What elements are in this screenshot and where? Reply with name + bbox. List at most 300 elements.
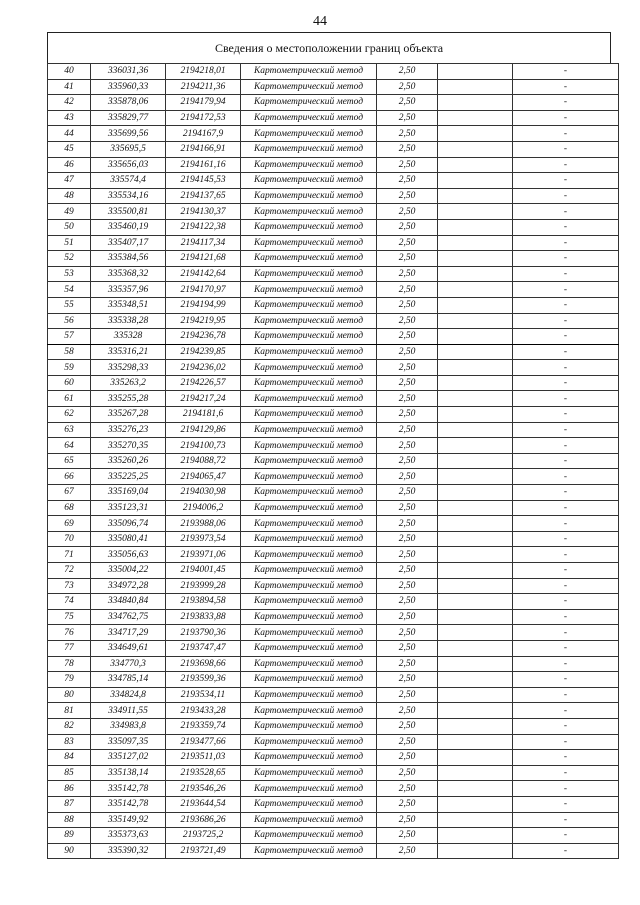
- table-row: [48, 407, 619, 423]
- point-number-cell: 68: [48, 500, 91, 516]
- method-cell: Картометрический метод: [241, 453, 377, 469]
- x-coordinate-cell: 335267,28: [91, 407, 166, 423]
- precision-cell: 2,50: [377, 157, 438, 173]
- method-cell: Картометрический метод: [241, 781, 377, 797]
- y-coordinate-cell: 2194122,38: [166, 219, 241, 235]
- x-coordinate-cell: 335878,06: [91, 95, 166, 111]
- method-cell: Картометрический метод: [241, 765, 377, 781]
- x-coordinate-cell: 335534,16: [91, 188, 166, 204]
- method-cell: Картометрический метод: [241, 95, 377, 111]
- point-number-cell: 86: [48, 781, 91, 797]
- point-number-cell: 76: [48, 625, 91, 641]
- method-cell: Картометрический метод: [241, 188, 377, 204]
- x-coordinate-cell: 335390,32: [91, 843, 166, 859]
- point-number-cell: 90: [48, 843, 91, 859]
- table-row: [48, 64, 619, 80]
- y-coordinate-cell: 2194226,57: [166, 375, 241, 391]
- x-coordinate-cell: 335829,77: [91, 110, 166, 126]
- point-number-cell: 42: [48, 95, 91, 111]
- y-coordinate-cell: 2194170,97: [166, 282, 241, 298]
- table-row: [48, 594, 619, 610]
- point-number-cell: 45: [48, 141, 91, 157]
- table-row: [48, 235, 619, 251]
- x-coordinate-cell: 334717,29: [91, 625, 166, 641]
- precision-cell: 2,50: [377, 796, 438, 812]
- empty-cell: [438, 531, 513, 547]
- point-number-cell: 55: [48, 297, 91, 313]
- empty-cell: [438, 173, 513, 189]
- table-row: [48, 173, 619, 189]
- point-number-cell: 63: [48, 422, 91, 438]
- x-coordinate-cell: 335142,78: [91, 781, 166, 797]
- y-coordinate-cell: 2194006,2: [166, 500, 241, 516]
- y-coordinate-cell: 2193988,06: [166, 516, 241, 532]
- table-body: [48, 64, 619, 859]
- precision-cell: 2,50: [377, 251, 438, 267]
- description-cell: -: [513, 204, 619, 220]
- method-cell: Картометрический метод: [241, 516, 377, 532]
- x-coordinate-cell: 335357,96: [91, 282, 166, 298]
- precision-cell: 2,50: [377, 438, 438, 454]
- table-row: [48, 391, 619, 407]
- point-number-cell: 43: [48, 110, 91, 126]
- table-row: [48, 329, 619, 345]
- precision-cell: 2,50: [377, 126, 438, 142]
- method-cell: Картометрический метод: [241, 126, 377, 142]
- precision-cell: 2,50: [377, 391, 438, 407]
- point-number-cell: 75: [48, 609, 91, 625]
- description-cell: -: [513, 219, 619, 235]
- description-cell: -: [513, 110, 619, 126]
- y-coordinate-cell: 2194211,36: [166, 79, 241, 95]
- y-coordinate-cell: 2194236,02: [166, 360, 241, 376]
- empty-cell: [438, 609, 513, 625]
- precision-cell: 2,50: [377, 266, 438, 282]
- table-row: [48, 781, 619, 797]
- x-coordinate-cell: 335695,5: [91, 141, 166, 157]
- method-cell: Картометрический метод: [241, 594, 377, 610]
- precision-cell: 2,50: [377, 812, 438, 828]
- precision-cell: 2,50: [377, 313, 438, 329]
- description-cell: -: [513, 251, 619, 267]
- point-number-cell: 70: [48, 531, 91, 547]
- point-number-cell: 83: [48, 734, 91, 750]
- empty-cell: [438, 235, 513, 251]
- x-coordinate-cell: 334911,55: [91, 703, 166, 719]
- description-cell: -: [513, 750, 619, 766]
- precision-cell: 2,50: [377, 578, 438, 594]
- x-coordinate-cell: 334649,61: [91, 640, 166, 656]
- y-coordinate-cell: 2193546,26: [166, 781, 241, 797]
- description-cell: -: [513, 95, 619, 111]
- empty-cell: [438, 703, 513, 719]
- description-cell: -: [513, 516, 619, 532]
- table-row: [48, 297, 619, 313]
- table-row: [48, 110, 619, 126]
- y-coordinate-cell: 2194181,6: [166, 407, 241, 423]
- y-coordinate-cell: 2194219,95: [166, 313, 241, 329]
- x-coordinate-cell: 334762,75: [91, 609, 166, 625]
- table-row: [48, 344, 619, 360]
- y-coordinate-cell: 2194100,73: [166, 438, 241, 454]
- table-row: [48, 251, 619, 267]
- empty-cell: [438, 407, 513, 423]
- x-coordinate-cell: 335368,32: [91, 266, 166, 282]
- empty-cell: [438, 64, 513, 80]
- table-row: [48, 563, 619, 579]
- x-coordinate-cell: 334840,84: [91, 594, 166, 610]
- table-row: [48, 360, 619, 376]
- y-coordinate-cell: 2194194,99: [166, 297, 241, 313]
- point-number-cell: 82: [48, 718, 91, 734]
- description-cell: -: [513, 407, 619, 423]
- method-cell: Картометрический метод: [241, 438, 377, 454]
- point-number-cell: 71: [48, 547, 91, 563]
- description-cell: -: [513, 547, 619, 563]
- method-cell: Картометрический метод: [241, 422, 377, 438]
- empty-cell: [438, 828, 513, 844]
- precision-cell: 2,50: [377, 640, 438, 656]
- precision-cell: 2,50: [377, 360, 438, 376]
- method-cell: Картометрический метод: [241, 734, 377, 750]
- method-cell: Картометрический метод: [241, 703, 377, 719]
- empty-cell: [438, 594, 513, 610]
- description-cell: -: [513, 812, 619, 828]
- empty-cell: [438, 344, 513, 360]
- empty-cell: [438, 95, 513, 111]
- point-number-cell: 62: [48, 407, 91, 423]
- point-number-cell: 40: [48, 64, 91, 80]
- empty-cell: [438, 563, 513, 579]
- description-cell: -: [513, 360, 619, 376]
- method-cell: Картометрический метод: [241, 469, 377, 485]
- description-cell: -: [513, 329, 619, 345]
- y-coordinate-cell: 2193999,28: [166, 578, 241, 594]
- description-cell: -: [513, 188, 619, 204]
- point-number-cell: 48: [48, 188, 91, 204]
- precision-cell: 2,50: [377, 718, 438, 734]
- table-row: [48, 157, 619, 173]
- point-number-cell: 51: [48, 235, 91, 251]
- precision-cell: 2,50: [377, 64, 438, 80]
- empty-cell: [438, 578, 513, 594]
- precision-cell: 2,50: [377, 219, 438, 235]
- precision-cell: 2,50: [377, 703, 438, 719]
- x-coordinate-cell: 335298,33: [91, 360, 166, 376]
- x-coordinate-cell: 335127,02: [91, 750, 166, 766]
- point-number-cell: 49: [48, 204, 91, 220]
- empty-cell: [438, 204, 513, 220]
- description-cell: -: [513, 391, 619, 407]
- point-number-cell: 78: [48, 656, 91, 672]
- table-row: [48, 640, 619, 656]
- y-coordinate-cell: 2194217,24: [166, 391, 241, 407]
- table-row: [48, 828, 619, 844]
- method-cell: Картометрический метод: [241, 828, 377, 844]
- table-row: [48, 765, 619, 781]
- precision-cell: 2,50: [377, 672, 438, 688]
- table-row: [48, 188, 619, 204]
- method-cell: Картометрический метод: [241, 297, 377, 313]
- precision-cell: 2,50: [377, 95, 438, 111]
- x-coordinate-cell: 335260,26: [91, 453, 166, 469]
- description-cell: -: [513, 531, 619, 547]
- empty-cell: [438, 391, 513, 407]
- x-coordinate-cell: 335149,92: [91, 812, 166, 828]
- table-row: [48, 687, 619, 703]
- point-number-cell: 41: [48, 79, 91, 95]
- method-cell: Картометрический метод: [241, 141, 377, 157]
- y-coordinate-cell: 2193644,54: [166, 796, 241, 812]
- y-coordinate-cell: 2193894,58: [166, 594, 241, 610]
- precision-cell: 2,50: [377, 516, 438, 532]
- empty-cell: [438, 297, 513, 313]
- precision-cell: 2,50: [377, 329, 438, 345]
- description-cell: -: [513, 469, 619, 485]
- x-coordinate-cell: 335338,28: [91, 313, 166, 329]
- description-cell: -: [513, 266, 619, 282]
- description-cell: -: [513, 485, 619, 501]
- table-row: [48, 282, 619, 298]
- y-coordinate-cell: 2193725,2: [166, 828, 241, 844]
- description-cell: -: [513, 672, 619, 688]
- point-number-cell: 46: [48, 157, 91, 173]
- y-coordinate-cell: 2193973,54: [166, 531, 241, 547]
- empty-cell: [438, 188, 513, 204]
- empty-cell: [438, 453, 513, 469]
- precision-cell: 2,50: [377, 282, 438, 298]
- y-coordinate-cell: 2193686,26: [166, 812, 241, 828]
- empty-cell: [438, 718, 513, 734]
- precision-cell: 2,50: [377, 781, 438, 797]
- empty-cell: [438, 500, 513, 516]
- method-cell: Картометрический метод: [241, 485, 377, 501]
- point-number-cell: 64: [48, 438, 91, 454]
- precision-cell: 2,50: [377, 609, 438, 625]
- table-row: [48, 703, 619, 719]
- description-cell: -: [513, 609, 619, 625]
- table-row: [48, 796, 619, 812]
- table-row: [48, 734, 619, 750]
- x-coordinate-cell: 335574,4: [91, 173, 166, 189]
- method-cell: Картометрический метод: [241, 313, 377, 329]
- description-cell: -: [513, 640, 619, 656]
- description-cell: -: [513, 438, 619, 454]
- precision-cell: 2,50: [377, 625, 438, 641]
- method-cell: Картометрический метод: [241, 235, 377, 251]
- y-coordinate-cell: 2194130,37: [166, 204, 241, 220]
- description-cell: -: [513, 141, 619, 157]
- description-cell: -: [513, 796, 619, 812]
- y-coordinate-cell: 2194179,94: [166, 95, 241, 111]
- y-coordinate-cell: 2194117,34: [166, 235, 241, 251]
- table-row: [48, 95, 619, 111]
- x-coordinate-cell: 335328: [91, 329, 166, 345]
- y-coordinate-cell: 2194142,64: [166, 266, 241, 282]
- x-coordinate-cell: 335656,03: [91, 157, 166, 173]
- description-cell: -: [513, 453, 619, 469]
- precision-cell: 2,50: [377, 765, 438, 781]
- y-coordinate-cell: 2194030,98: [166, 485, 241, 501]
- precision-cell: 2,50: [377, 188, 438, 204]
- method-cell: Картометрический метод: [241, 672, 377, 688]
- empty-cell: [438, 422, 513, 438]
- point-number-cell: 58: [48, 344, 91, 360]
- x-coordinate-cell: 334983,8: [91, 718, 166, 734]
- x-coordinate-cell: 335097,35: [91, 734, 166, 750]
- x-coordinate-cell: 335276,23: [91, 422, 166, 438]
- table-row: [48, 578, 619, 594]
- precision-cell: 2,50: [377, 750, 438, 766]
- description-cell: -: [513, 64, 619, 80]
- table-row: [48, 422, 619, 438]
- point-number-cell: 65: [48, 453, 91, 469]
- table-row: [48, 718, 619, 734]
- table-row: [48, 469, 619, 485]
- point-number-cell: 85: [48, 765, 91, 781]
- description-cell: -: [513, 843, 619, 859]
- empty-cell: [438, 672, 513, 688]
- y-coordinate-cell: 2194001,45: [166, 563, 241, 579]
- y-coordinate-cell: 2193747,47: [166, 640, 241, 656]
- precision-cell: 2,50: [377, 407, 438, 423]
- empty-cell: [438, 750, 513, 766]
- table-row: [48, 219, 619, 235]
- coordinates-sheet: [47, 32, 611, 859]
- precision-cell: 2,50: [377, 531, 438, 547]
- empty-cell: [438, 219, 513, 235]
- precision-cell: 2,50: [377, 656, 438, 672]
- method-cell: Картометрический метод: [241, 251, 377, 267]
- empty-cell: [438, 126, 513, 142]
- method-cell: Картометрический метод: [241, 563, 377, 579]
- method-cell: Картометрический метод: [241, 500, 377, 516]
- table-row: [48, 438, 619, 454]
- method-cell: Картометрический метод: [241, 843, 377, 859]
- y-coordinate-cell: 2193833,88: [166, 609, 241, 625]
- precision-cell: 2,50: [377, 110, 438, 126]
- x-coordinate-cell: 335316,21: [91, 344, 166, 360]
- table-row: [48, 79, 619, 95]
- precision-cell: 2,50: [377, 422, 438, 438]
- x-coordinate-cell: 335348,51: [91, 297, 166, 313]
- x-coordinate-cell: 334972,28: [91, 578, 166, 594]
- table-row: [48, 453, 619, 469]
- point-number-cell: 67: [48, 485, 91, 501]
- description-cell: -: [513, 500, 619, 516]
- description-cell: -: [513, 235, 619, 251]
- y-coordinate-cell: 2194239,85: [166, 344, 241, 360]
- description-cell: -: [513, 578, 619, 594]
- empty-cell: [438, 625, 513, 641]
- point-number-cell: 73: [48, 578, 91, 594]
- description-cell: -: [513, 297, 619, 313]
- x-coordinate-cell: 335960,33: [91, 79, 166, 95]
- description-cell: -: [513, 422, 619, 438]
- empty-cell: [438, 360, 513, 376]
- y-coordinate-cell: 2194166,91: [166, 141, 241, 157]
- method-cell: Картометрический метод: [241, 391, 377, 407]
- table-row: [48, 672, 619, 688]
- empty-cell: [438, 79, 513, 95]
- empty-cell: [438, 157, 513, 173]
- description-cell: -: [513, 656, 619, 672]
- precision-cell: 2,50: [377, 485, 438, 501]
- empty-cell: [438, 812, 513, 828]
- empty-cell: [438, 547, 513, 563]
- method-cell: Картометрический метод: [241, 329, 377, 345]
- precision-cell: 2,50: [377, 235, 438, 251]
- y-coordinate-cell: 2193433,28: [166, 703, 241, 719]
- x-coordinate-cell: 335096,74: [91, 516, 166, 532]
- y-coordinate-cell: 2194161,16: [166, 157, 241, 173]
- y-coordinate-cell: 2193359,74: [166, 718, 241, 734]
- x-coordinate-cell: 335142,78: [91, 796, 166, 812]
- empty-cell: [438, 485, 513, 501]
- description-cell: -: [513, 703, 619, 719]
- method-cell: Картометрический метод: [241, 750, 377, 766]
- x-coordinate-cell: 334785,14: [91, 672, 166, 688]
- precision-cell: 2,50: [377, 141, 438, 157]
- y-coordinate-cell: 2194121,68: [166, 251, 241, 267]
- table-row: [48, 812, 619, 828]
- x-coordinate-cell: 335699,56: [91, 126, 166, 142]
- point-number-cell: 74: [48, 594, 91, 610]
- table-row: [48, 500, 619, 516]
- point-number-cell: 60: [48, 375, 91, 391]
- point-number-cell: 89: [48, 828, 91, 844]
- method-cell: Картометрический метод: [241, 718, 377, 734]
- description-cell: -: [513, 594, 619, 610]
- precision-cell: 2,50: [377, 734, 438, 750]
- method-cell: Картометрический метод: [241, 687, 377, 703]
- x-coordinate-cell: 335407,17: [91, 235, 166, 251]
- description-cell: -: [513, 313, 619, 329]
- method-cell: Картометрический метод: [241, 344, 377, 360]
- empty-cell: [438, 375, 513, 391]
- method-cell: Картометрический метод: [241, 219, 377, 235]
- description-cell: -: [513, 563, 619, 579]
- table-row: [48, 547, 619, 563]
- empty-cell: [438, 516, 513, 532]
- description-cell: -: [513, 375, 619, 391]
- point-number-cell: 69: [48, 516, 91, 532]
- method-cell: Картометрический метод: [241, 360, 377, 376]
- point-number-cell: 44: [48, 126, 91, 142]
- precision-cell: 2,50: [377, 453, 438, 469]
- y-coordinate-cell: 2193599,36: [166, 672, 241, 688]
- method-cell: Картометрический метод: [241, 609, 377, 625]
- point-number-cell: 87: [48, 796, 91, 812]
- point-number-cell: 80: [48, 687, 91, 703]
- empty-cell: [438, 110, 513, 126]
- y-coordinate-cell: 2194218,01: [166, 64, 241, 80]
- y-coordinate-cell: 2193790,36: [166, 625, 241, 641]
- point-number-cell: 47: [48, 173, 91, 189]
- description-cell: -: [513, 828, 619, 844]
- precision-cell: 2,50: [377, 344, 438, 360]
- description-cell: -: [513, 344, 619, 360]
- y-coordinate-cell: 2194167,9: [166, 126, 241, 142]
- method-cell: Картометрический метод: [241, 110, 377, 126]
- boundary-coordinates-table: [47, 63, 619, 859]
- table-row: [48, 485, 619, 501]
- x-coordinate-cell: 334824,8: [91, 687, 166, 703]
- method-cell: Картометрический метод: [241, 407, 377, 423]
- table-row: [48, 625, 619, 641]
- precision-cell: 2,50: [377, 547, 438, 563]
- table-row: [48, 609, 619, 625]
